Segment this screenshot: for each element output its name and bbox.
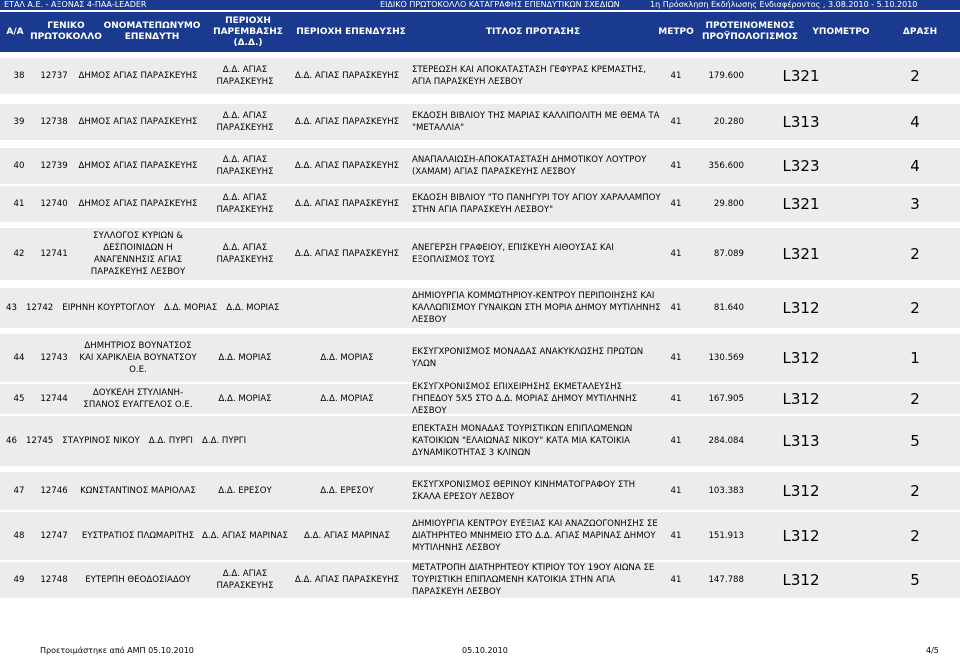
cell-aa: 42 bbox=[13, 249, 25, 259]
table-header bbox=[0, 12, 960, 52]
cell-region: Δ.Δ. ΑΓΙΑΣ ΠΑΡΑΣΚΕΥΗΣ bbox=[216, 569, 274, 591]
cell-applicant: ΔΗΜΗΤΡΙΟΣ ΒΟΥΝΑΤΣΟΣ ΚΑΙ ΧΑΡΙΚΛΕΙΑ ΒΟΥΝΑΤΣΟΥ Ο.Ε. bbox=[79, 341, 197, 375]
cell-aa: 46 bbox=[6, 436, 17, 446]
table-row bbox=[0, 104, 960, 140]
cell-aa: 49 bbox=[13, 575, 25, 585]
cell-region: Δ.Δ. ΕΡΕΣΟΥ bbox=[218, 486, 272, 496]
cell-title: ΣΤΕΡΕΩΣΗ ΚΑΙ ΑΠΟΚΑΤΑΣΤΑΣΗ ΓΕΦΥΡΑΣ ΚΡΕΜΑΣΤΗΣ, ΑΓΙΑ ΠΑΡΑΣΚΕΥΗ ΛΕΣΒΟΥ bbox=[412, 65, 646, 87]
cell-area: Δ.Δ. ΠΥΡΓΙ bbox=[201, 436, 247, 446]
cell-applicant: ΔΗΜΟΣ ΑΓΙΑΣ ΠΑΡΑΣΚΕΥΗΣ bbox=[78, 71, 198, 81]
cell-action: 2 bbox=[910, 482, 920, 500]
cell-applicant: ΣΤΑΥΡΙΝΟΣ ΝΙΚΟΥ bbox=[62, 436, 140, 446]
cell-region: Δ.Δ. ΜΟΡΙΑΣ bbox=[218, 394, 272, 404]
cell-aa: 44 bbox=[13, 353, 25, 363]
cell-area: Δ.Δ. ΑΓΙΑΣ ΠΑΡΑΣΚΕΥΗΣ bbox=[294, 161, 400, 171]
cell-submeasure: L313 bbox=[782, 432, 820, 450]
table-row bbox=[0, 562, 960, 598]
cell-protocol: 12747 bbox=[40, 531, 68, 541]
cell-submeasure: L312 bbox=[782, 390, 820, 408]
cell-region: Δ.Δ. ΜΟΡΙΑΣ bbox=[218, 353, 272, 363]
cell-applicant: ΚΩΝΣΤΑΝΤΙΝΟΣ ΜΑΡΙΟΛΑΣ bbox=[80, 486, 196, 496]
cell-action: 2 bbox=[910, 245, 920, 263]
cell-metro: 41 bbox=[670, 531, 682, 541]
cell-action: 2 bbox=[910, 67, 920, 85]
header-submeasure: ΥΠΟΜΕΤΡΟ bbox=[812, 26, 870, 37]
cell-title: ΕΚΔΟΣΗ ΒΙΒΛΙΟΥ ΤΗΣ ΜΑΡΙΑΣ ΚΑΛΛΙΠΟΛΙΤΗ ΜΕ ΘΕΜΑ ΤΑ "ΜΕΤΑΛΛΙΑ" bbox=[412, 111, 660, 133]
cell-metro: 41 bbox=[670, 249, 682, 259]
header-budget: ΠΡΟΤΕΙΝΟΜΕΝΟΣ ΠΡΟΫΠΟΛΟΓΙΣΜΟΣ bbox=[701, 21, 799, 42]
cell-submeasure: L313 bbox=[782, 113, 820, 131]
footer-date: 05.10.2010 bbox=[462, 646, 508, 655]
cell-submeasure: L321 bbox=[782, 67, 820, 85]
cell-area: Δ.Δ. ΑΓΙΑΣ ΠΑΡΑΣΚΕΥΗΣ bbox=[294, 575, 400, 585]
cell-region: Δ.Δ. ΑΓΙΑΣ ΠΑΡΑΣΚΕΥΗΣ bbox=[216, 155, 274, 177]
cell-budget: 151.913 bbox=[708, 531, 744, 541]
cell-title: ΕΚΣΥΓΧΡΟΝΙΣΜΟΣ ΕΠΙΧΕΙΡΗΣΗΣ ΕΚΜΕΤΑΛΕΥΣΗΣ ΓΗΠΕΔΟΥ 5Χ5 ΣΤΟ Δ.Δ. ΜΟΡΙΑΣ ΔΗΜΟΥ ΜΥΤΙΛΗΝΗΣ ΛΕΣΒΟΥ bbox=[412, 382, 637, 416]
cell-title: ΔΗΜΙΟΥΡΓΙΑ ΚΕΝΤΡΟΥ ΕΥΕΞΙΑΣ ΚΑΙ ΑΝΑΖΩΟΓΟΝΗΣΗΣ ΣΕ ΔΙΑΤΗΡΗΤΕΟ ΜΝΗΜΕΙΟ ΣΤΟ Δ.Δ. ΑΓΙΑΣ ΜΑΡΙΝΑΣ ΔΗΜΟΥ ΜΥΤΙΛΗΝΗΣ ΛΕΣΒΟΥ bbox=[412, 519, 658, 553]
register-title: ΕΙΔΙΚΟ ΠΡΩΤΟΚΟΛΛΟ ΚΑΤΑΓΡΑΦΗΣ ΕΠΕΝΔΥΤΙΚΩΝ ΣΧΕΔΙΩΝ bbox=[380, 0, 620, 9]
cell-applicant: ΔΗΜΟΣ ΑΓΙΑΣ ΠΑΡΑΣΚΕΥΗΣ bbox=[78, 161, 198, 171]
cell-metro: 41 bbox=[670, 117, 682, 127]
header-title: ΤΙΤΛΟΣ ΠΡΟΤΑΣΗΣ bbox=[485, 26, 581, 37]
cell-protocol: 12743 bbox=[40, 353, 68, 363]
table-row bbox=[0, 384, 960, 414]
cell-submeasure: L321 bbox=[782, 195, 820, 213]
cell-applicant: ΕΥΤΕΡΠΗ ΘΕΟΔΟΣΙΑΔΟΥ bbox=[85, 575, 191, 585]
cell-protocol: 12746 bbox=[40, 486, 68, 496]
cell-protocol: 12737 bbox=[40, 71, 68, 81]
table-row bbox=[0, 186, 960, 222]
cell-action: 2 bbox=[910, 390, 920, 408]
header-metro: ΜΕΤΡΟ bbox=[658, 26, 694, 37]
cell-action: 5 bbox=[910, 432, 920, 450]
table-row bbox=[0, 512, 960, 560]
cell-title: ΕΠΕΚΤΑΣΗ ΜΟΝΑΔΑΣ ΤΟΥΡΙΣΤΙΚΩΝ ΕΠΙΠΛΩΜΕΝΩΝ ΚΑΤΟΙΚΙΩΝ "ΕΛΑΙΩΝΑΣ ΝΙΚΟΥ" ΚΑΤΑ ΜΙΑ ΚΑΤΟΙΚΙΑ ΔΥΝΑΜΙΚΟΤΗΤΑΣ 3 ΚΛΙΝΩΝ bbox=[412, 424, 633, 458]
table-row bbox=[0, 416, 960, 466]
cell-budget: 81.640 bbox=[713, 303, 744, 313]
cell-submeasure: L312 bbox=[782, 527, 820, 545]
cell-title: ΑΝΕΓΕΡΣΗ ΓΡΑΦΕΙΟΥ, ΕΠΙΣΚΕΥΗ ΑΙΘΟΥΣΑΣ ΚΑΙ ΕΞΟΠΛΙΣΜΟΣ ΤΟΥΣ bbox=[412, 243, 614, 265]
cell-aa: 41 bbox=[13, 199, 25, 209]
cell-budget: 147.788 bbox=[708, 575, 744, 585]
cell-aa: 39 bbox=[13, 117, 25, 127]
cell-applicant: ΕΥΣΤΡΑΤΙΟΣ ΠΛΩΜΑΡΙΤΗΣ bbox=[81, 531, 195, 541]
cell-metro: 41 bbox=[670, 71, 682, 81]
footer-page-number: 4/5 bbox=[926, 646, 939, 655]
cell-budget: 103.383 bbox=[708, 486, 744, 496]
cell-action: 3 bbox=[910, 195, 920, 213]
cell-budget: 284.084 bbox=[708, 436, 744, 446]
table-row bbox=[0, 148, 960, 184]
inline-info-cell bbox=[6, 288, 411, 328]
cell-submeasure: L312 bbox=[782, 349, 820, 367]
cell-protocol: 12740 bbox=[40, 199, 68, 209]
table-row bbox=[0, 472, 960, 510]
cell-area: Δ.Δ. ΑΓΙΑΣ ΠΑΡΑΣΚΕΥΗΣ bbox=[294, 117, 400, 127]
cell-budget: 130.569 bbox=[708, 353, 744, 363]
cell-metro: 41 bbox=[670, 303, 682, 313]
cell-metro: 41 bbox=[670, 436, 682, 446]
header-area: ΠΕΡΙΟΧΗ ΕΠΕΝΔΥΣΗΣ bbox=[296, 26, 406, 37]
cell-region: Δ.Δ. ΑΓΙΑΣ ΠΑΡΑΣΚΕΥΗΣ bbox=[216, 111, 274, 133]
cell-submeasure: L321 bbox=[782, 245, 820, 263]
cell-protocol: 12739 bbox=[40, 161, 68, 171]
cell-title: ΔΗΜΙΟΥΡΓΙΑ ΚΟΜΜΩΤΗΡΙΟΥ-ΚΕΝΤΡΟΥ ΠΕΡΙΠΟΙΗΣΗΣ ΚΑΙ ΚΑΛΛΩΠΙΣΜΟΥ ΓΥΝΑΙΚΩΝ ΣΤΗ ΜΟΡΙΑ ΔΗΜΟΥ ΜΥΤΙΛΗΝΗΣ ΛΕΣΒΟΥ bbox=[412, 291, 661, 325]
cell-aa: 43 bbox=[6, 303, 17, 313]
document-top-bar bbox=[0, 0, 960, 10]
cell-area: Δ.Δ. ΜΟΡΙΑΣ bbox=[320, 394, 374, 404]
header-applicant: ΟΝΟΜΑΤΕΠΩΝΥΜΟ ΕΠΕΝΔΥΤΗ bbox=[103, 21, 201, 42]
cell-aa: 38 bbox=[13, 71, 25, 81]
cell-region: Δ.Δ. ΠΥΡΓΙ bbox=[148, 436, 193, 446]
header-region: ΠΕΡΙΟΧΗ ΠΑΡΕΜΒΑΣΗΣ (Δ.Δ.) bbox=[213, 15, 283, 48]
cell-action: 2 bbox=[910, 527, 920, 545]
inline-info-cell bbox=[6, 416, 411, 466]
table-row bbox=[0, 334, 960, 382]
cell-action: 4 bbox=[910, 157, 920, 175]
cell-metro: 41 bbox=[670, 394, 682, 404]
cell-protocol: 12741 bbox=[40, 249, 68, 259]
cell-aa: 45 bbox=[13, 394, 25, 404]
cell-region: Δ.Δ. ΑΓΙΑΣ ΜΑΡΙΝΑΣ bbox=[202, 531, 288, 541]
cell-applicant: ΔΗΜΟΣ ΑΓΙΑΣ ΠΑΡΑΣΚΕΥΗΣ bbox=[78, 199, 198, 209]
cell-budget: 20.280 bbox=[713, 117, 744, 127]
cell-action: 2 bbox=[910, 299, 920, 317]
cell-title: ΕΚΔΟΣΗ ΒΙΒΛΙΟΥ "ΤΟ ΠΑΝΗΓΥΡΙ ΤΟΥ ΑΓΙΟΥ ΧΑΡΑΛΑΜΠΟΥ ΣΤΗΝ ΑΓΙΑ ΠΑΡΑΣΚΕΥΗ ΛΕΣΒΟΥ" bbox=[412, 193, 661, 215]
cell-submeasure: L323 bbox=[782, 157, 820, 175]
cell-title: ΜΕΤΑΤΡΟΠΗ ΔΙΑΤΗΡΗΤΕΟΥ ΚΤΙΡΙΟΥ ΤΟΥ 19ΟΥ ΑΙΩΝΑ ΣΕ ΤΟΥΡΙΣΤΙΚΗ ΕΠΙΠΛΩΜΕΝΗ ΚΑΤΟΙΚΙΑ ΣΤΗΝ ΑΓΙΑ ΠΑΡΑΣΚΕΥΗ ΛΕΣΒΟΥ bbox=[412, 563, 655, 597]
cell-region: Δ.Δ. ΑΓΙΑΣ ΠΑΡΑΣΚΕΥΗΣ bbox=[216, 193, 274, 215]
cell-aa: 40 bbox=[13, 161, 25, 171]
table-row bbox=[0, 228, 960, 280]
cell-area: Δ.Δ. ΑΓΙΑΣ ΠΑΡΑΣΚΕΥΗΣ bbox=[294, 71, 400, 81]
cell-applicant: ΔΟΥΚΕΛΗ ΣΤΥΛΙΑΝΗ-ΣΠΑΝΟΣ ΕΥΑΓΓΕΛΟΣ Ο.Ε. bbox=[83, 388, 193, 410]
cell-metro: 41 bbox=[670, 575, 682, 585]
cell-protocol: 12738 bbox=[40, 117, 68, 127]
cell-title: ΕΚΣΥΓΧΡΟΝΙΣΜΟΣ ΘΕΡΙΝΟΥ ΚΙΝΗΜΑΤΟΓΡΑΦΟΥ ΣΤΗ ΣΚΑΛΑ ΕΡΕΣΟΥ ΛΕΣΒΟΥ bbox=[412, 480, 636, 502]
cell-aa: 48 bbox=[13, 531, 25, 541]
cell-budget: 29.800 bbox=[713, 199, 744, 209]
cell-protocol: 12744 bbox=[40, 394, 68, 404]
cell-action: 4 bbox=[910, 113, 920, 131]
cell-metro: 41 bbox=[670, 161, 682, 171]
cell-area: Δ.Δ. ΑΓΙΑΣ ΠΑΡΑΣΚΕΥΗΣ bbox=[294, 199, 400, 209]
cell-metro: 41 bbox=[670, 199, 682, 209]
cell-applicant: ΕΙΡΗΝΗ ΚΟΥΡΤΟΓΛΟΥ bbox=[62, 303, 156, 313]
cell-area: Δ.Δ. ΑΓΙΑΣ ΜΑΡΙΝΑΣ bbox=[304, 531, 390, 541]
header-action: ΔΡΑΣΗ bbox=[902, 26, 938, 37]
cell-protocol: 12745 bbox=[25, 436, 54, 446]
cell-region: Δ.Δ. ΜΟΡΙΑΣ bbox=[164, 303, 218, 313]
cell-area: Δ.Δ. ΜΟΡΙΑΣ bbox=[226, 303, 280, 313]
invitation-label: 1η Πρόσκληση Εκδήλωσης Ενδιαφέροντος , 3.08.2010 - 5.10.2010 bbox=[650, 0, 918, 9]
cell-submeasure: L312 bbox=[782, 571, 820, 589]
header-aa: Α/Α bbox=[6, 26, 24, 37]
cell-title: ΕΚΣΥΓΧΡΟΝΙΣΜΟΣ ΜΟΝΑΔΑΣ ΑΝΑΚΥΚΛΩΣΗΣ ΠΡΩΤΩΝ ΥΛΩΝ bbox=[412, 347, 644, 369]
cell-budget: 167.905 bbox=[708, 394, 744, 404]
cell-area: Δ.Δ. ΑΓΙΑΣ ΠΑΡΑΣΚΕΥΗΣ bbox=[294, 249, 400, 259]
footer-prepared-by: Προετοιμάστηκε από ΑΜΠ 05.10.2010 bbox=[40, 646, 194, 655]
cell-submeasure: L312 bbox=[782, 299, 820, 317]
cell-budget: 87.089 bbox=[713, 249, 744, 259]
cell-region: Δ.Δ. ΑΓΙΑΣ ΠΑΡΑΣΚΕΥΗΣ bbox=[216, 243, 274, 265]
cell-applicant: ΣΥΛΛΟΓΟΣ ΚΥΡΙΩΝ & ΔΕΣΠΟΙΝΙΔΩΝ Η ΑΝΑΓΕΝΝΗΣΙΣ ΑΓΙΑΣ ΠΑΡΑΣΚΕΥΗΣ ΛΕΣΒΟΥ bbox=[90, 231, 186, 277]
header-protocol: ΓΕΝΙΚΟ ΠΡΩΤΟΚΟΛΛΟ bbox=[30, 21, 102, 42]
cell-metro: 41 bbox=[670, 486, 682, 496]
cell-budget: 356.600 bbox=[708, 161, 744, 171]
cell-budget: 179.600 bbox=[708, 71, 744, 81]
table-row bbox=[0, 58, 960, 94]
cell-action: 1 bbox=[910, 349, 920, 367]
cell-aa: 47 bbox=[13, 486, 25, 496]
cell-area: Δ.Δ. ΜΟΡΙΑΣ bbox=[320, 353, 374, 363]
cell-area: Δ.Δ. ΕΡΕΣΟΥ bbox=[320, 486, 374, 496]
cell-applicant: ΔΗΜΟΣ ΑΓΙΑΣ ΠΑΡΑΣΚΕΥΗΣ bbox=[78, 117, 198, 127]
cell-protocol: 12742 bbox=[25, 303, 54, 313]
cell-protocol: 12748 bbox=[40, 575, 68, 585]
cell-region: Δ.Δ. ΑΓΙΑΣ ΠΑΡΑΣΚΕΥΗΣ bbox=[216, 65, 274, 87]
organization-label: ΕΤΑΛ Α.Ε. - ΑΞΟΝΑΣ 4-ΠΑΑ-LEADER bbox=[4, 0, 147, 9]
cell-title: ΑΝΑΠΑΛΑΙΩΣΗ-ΑΠΟΚΑΤΑΣΤΑΣΗ ΔΗΜΟΤΙΚΟΥ ΛΟΥΤΡΟΥ (ΧΑΜΑΜ) ΑΓΙΑΣ ΠΑΡΑΣΚΕΥΗΣ ΛΕΣΒΟΥ bbox=[412, 155, 647, 177]
cell-submeasure: L312 bbox=[782, 482, 820, 500]
cell-metro: 41 bbox=[670, 353, 682, 363]
cell-action: 5 bbox=[910, 571, 920, 589]
table-row bbox=[0, 288, 960, 328]
